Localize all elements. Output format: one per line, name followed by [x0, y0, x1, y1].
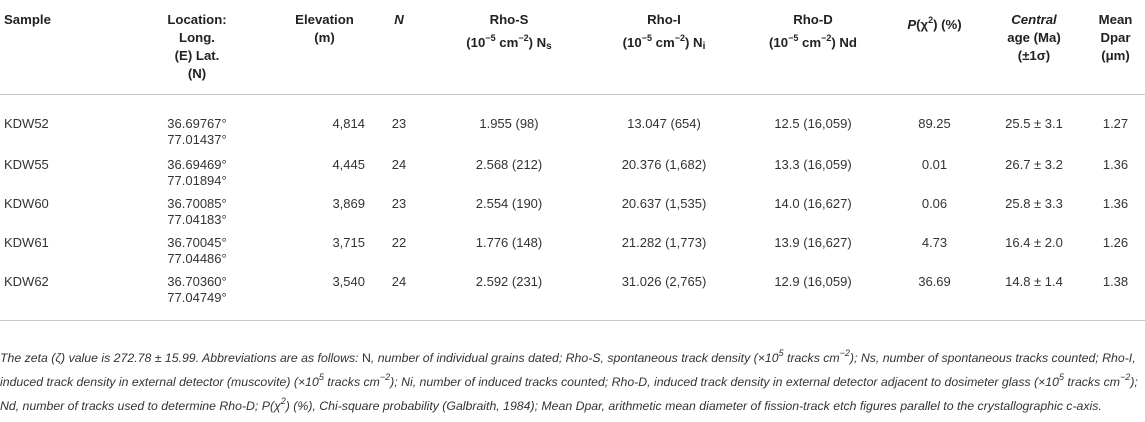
- header-location: Location: Long. (E) Lat. (N): [104, 0, 254, 94]
- table-row: [0, 274, 1145, 321]
- cell-location: 36.70360° 77.04749°: [104, 274, 254, 321]
- cell-location: 36.70085° 77.04183°: [167, 195, 227, 227]
- header-rho-d: Rho-D ($10^{-5}$ $cm^{-2}$) Nd: [739, 0, 887, 94]
- table-footnote: The zeta (ζ) value is 272.78 ± 15.99. Abbreviations are as follows: N, number of individual grains dated; Rho-S, spontaneous track density ($\times 10^5$ tracks $cm^{-2}$); Ns, number of spontaneous tracks counted; Rho-I, induced track density in external detector (muscovite) ($\times 10^5$ tracks $cm^{-2}$); Ni, number of induced tracks counted; Rho-D, induced track density in external detector adjacent to dosimeter glass ($\times 10^5$ tracks $cm^{-2}$); Nd, number of tracks used to determine Rho-D; $P(\chi^2)$ (%), Chi-square probability (Galbraith, 1984); Mean Dpar, arithmetic mean diameter of fission-track etch figures parallel to the crystallographic c-axis.: [0, 348, 1138, 413]
- cell-rho-d: 12.9 (16,059): [739, 274, 887, 321]
- cell-rho-d: 13.3 (16,059): [774, 156, 852, 172]
- cell-sample: KDW60: [4, 195, 49, 211]
- cell-p-chi-square: 0.06: [921, 195, 948, 211]
- cell-rho-d: 12.5 (16,059): [774, 115, 852, 131]
- cell-sample: KDW52: [4, 115, 49, 131]
- header-n: N: [369, 0, 429, 94]
- cell-rho-s: 1.955 (98): [479, 115, 539, 131]
- header-sample: Sample: [0, 0, 104, 94]
- cell-location: 36.70045° 77.04486°: [167, 234, 227, 266]
- cell-mean-dpar: 1.26: [1102, 234, 1129, 250]
- header-central-age: Central age (Ma) (±1σ): [982, 0, 1086, 94]
- cell-rho-s: 2.568 (212): [475, 156, 543, 172]
- cell-p-chi-square: 36.69: [887, 274, 982, 321]
- table-row: [0, 157, 1145, 196]
- cell-central-age: 25.8 ± 3.3: [1005, 195, 1063, 211]
- cell-rho-i: 20.637 (1,535): [621, 195, 707, 211]
- cell-sample: KDW61: [4, 234, 49, 250]
- cell-sample: KDW62: [0, 274, 104, 321]
- cell-rho-s: 1.776 (148): [475, 234, 543, 250]
- header-rho-s: Rho-S ($10^{-5}$ $cm^{-2}$) $N_s$: [429, 0, 589, 94]
- cell-n: 24: [369, 274, 429, 321]
- header-rho-i: Rho-I ($10^{-5}$ $cm^{-2}$) $N_i$: [589, 0, 739, 94]
- cell-rho-i: 21.282 (1,773): [621, 234, 707, 250]
- cell-p-chi-square: 89.25: [918, 115, 951, 131]
- table-header-row: [0, 0, 1145, 94]
- cell-mean-dpar: 1.27: [1102, 115, 1129, 131]
- header-elevation: Elevation (m): [254, 0, 369, 94]
- cell-elevation: 4,814: [332, 115, 365, 131]
- cell-central-age: 25.5 ± 3.1: [1005, 115, 1063, 131]
- cell-rho-i: 20.376 (1,682): [621, 156, 707, 172]
- cell-elevation: 3,715: [332, 234, 365, 250]
- cell-central-age: 14.8 ± 1.4: [982, 274, 1086, 321]
- header-p-chi-square: $P(\chi^2)$ (%): [887, 0, 982, 94]
- cell-mean-dpar: 1.36: [1102, 156, 1129, 172]
- cell-n: 22: [391, 234, 407, 250]
- cell-p-chi-square: 4.73: [921, 234, 948, 250]
- cell-n: 24: [391, 156, 407, 172]
- cell-rho-i: 31.026 (2,765): [589, 274, 739, 321]
- cell-rho-d: 13.9 (16,627): [774, 234, 852, 250]
- cell-location: 36.69767° 77.01437°: [167, 115, 227, 147]
- cell-n: 23: [391, 115, 407, 131]
- cell-mean-dpar: 1.38: [1086, 274, 1145, 321]
- cell-rho-s: 2.592 (231): [429, 274, 589, 321]
- table-row: [0, 94, 1145, 157]
- cell-central-age: 16.4 ± 2.0: [1005, 234, 1063, 250]
- cell-p-chi-square: 0.01: [921, 156, 948, 172]
- table-row: [0, 196, 1145, 235]
- cell-rho-i: 13.047 (654): [627, 115, 701, 131]
- cell-central-age: 26.7 ± 3.2: [1005, 156, 1063, 172]
- cell-elevation: 3,869: [332, 195, 365, 211]
- cell-location: 36.69469° 77.01894°: [167, 156, 227, 188]
- table-row: [0, 235, 1145, 274]
- cell-rho-d: 14.0 (16,627): [774, 195, 852, 211]
- cell-n: 23: [391, 195, 407, 211]
- cell-sample: KDW55: [4, 156, 49, 172]
- cell-elevation: 3,540: [254, 274, 369, 321]
- header-mean-dpar: Mean Dpar (μm): [1086, 0, 1145, 94]
- cell-mean-dpar: 1.36: [1102, 195, 1129, 211]
- cell-elevation: 4,445: [332, 156, 365, 172]
- cell-rho-s: 2.554 (190): [475, 195, 543, 211]
